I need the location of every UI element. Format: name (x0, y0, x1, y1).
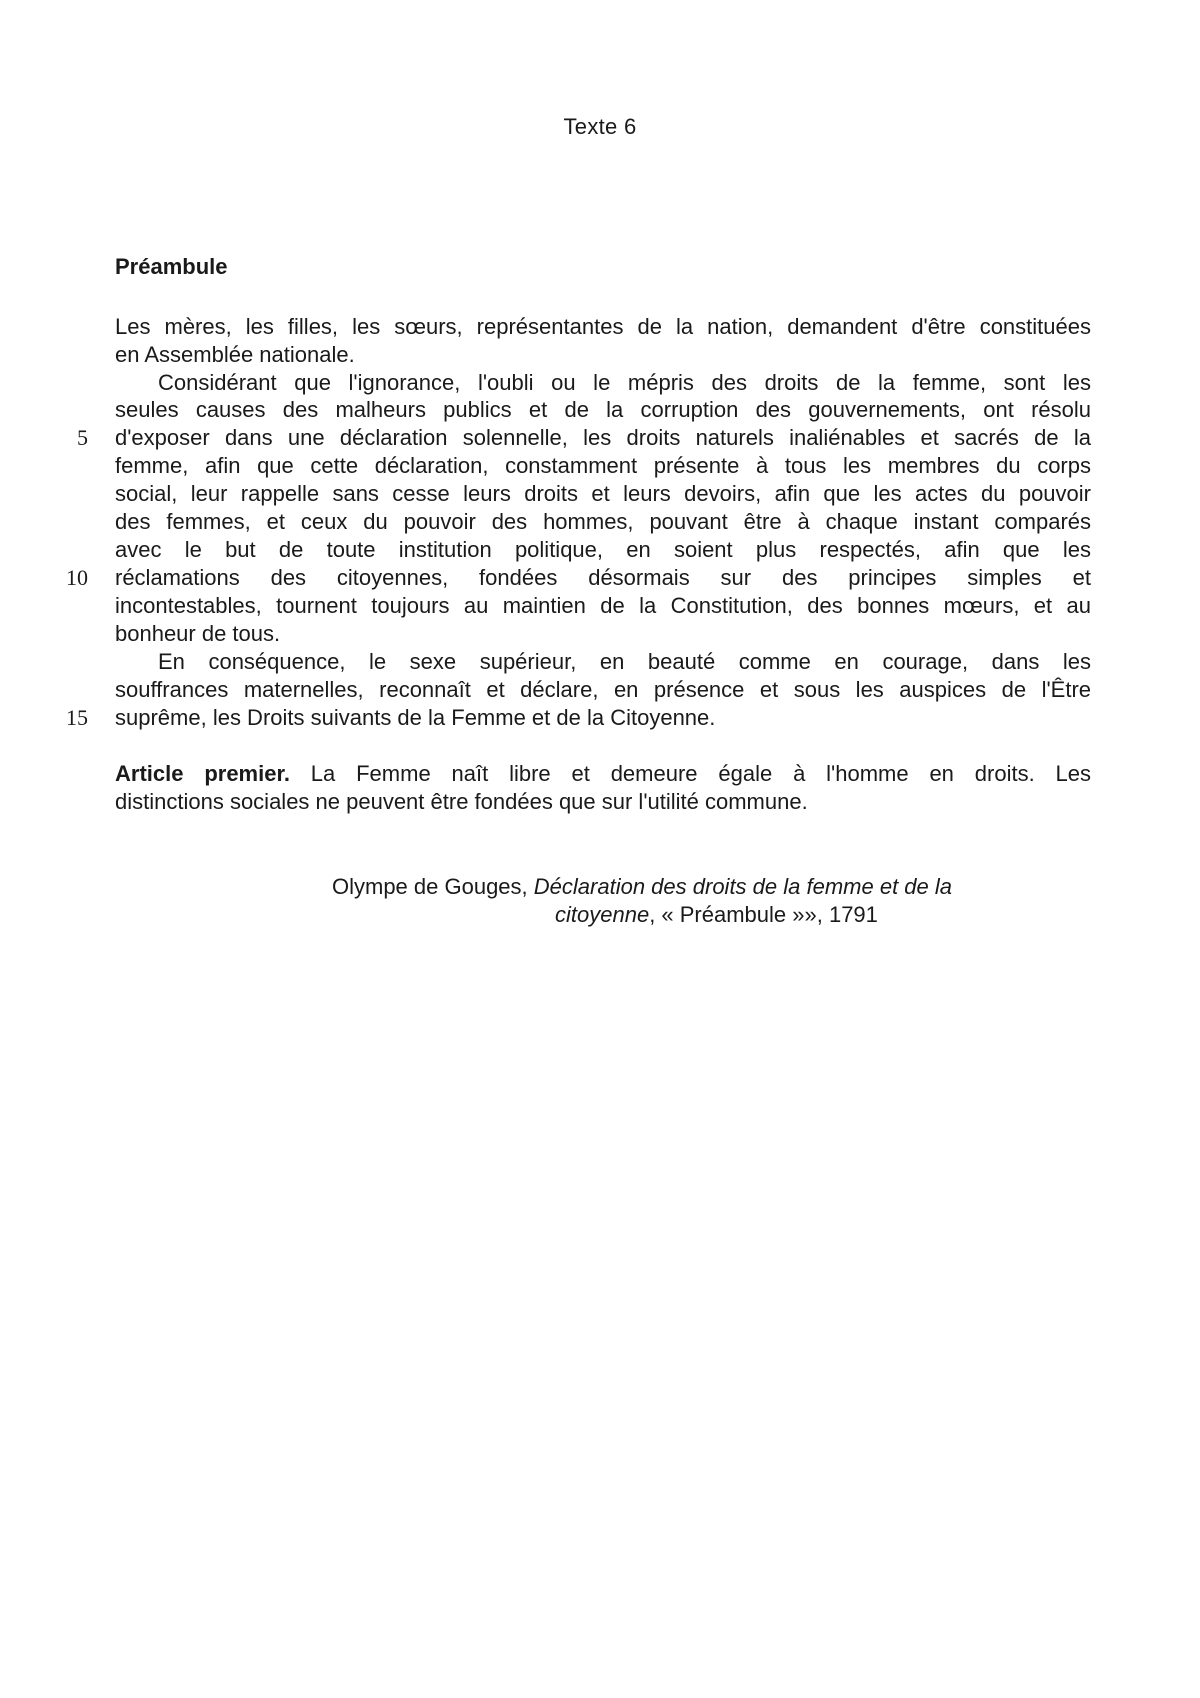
text-line: Les mères, les filles, les sœurs, représentantes de la nation, demandent d'être constituées (115, 314, 1091, 339)
page-title: Texte 6 (563, 114, 637, 139)
line-number: 10 (66, 565, 88, 590)
line-number: 5 (77, 425, 88, 450)
citation-title: Déclaration des droits de la femme et de la (533, 874, 952, 899)
line-number: 15 (66, 705, 88, 730)
text-line: social, leur rappelle sans cesse leurs droits et leurs devoirs, afin que les actes du pouvoir (115, 481, 1091, 506)
citation-line (332, 873, 952, 901)
citation-source: , « Préambule »», 1791 (649, 902, 878, 927)
section-heading: Préambule (115, 254, 228, 279)
article-line: distinctions sociales ne peuvent être fondées que sur l'utilité commune. (115, 789, 808, 814)
text-line: Considérant que l'ignorance, l'oubli ou le mépris des droits de la femme, sont les (158, 370, 1091, 395)
text-line: réclamations des citoyennes, fondées désormais sur des principes simples et (115, 565, 1091, 590)
text-line: souffrances maternelles, reconnaît et déclare, en présence et sous les auspices de l'Être (115, 677, 1091, 702)
citation-author: Olympe de Gouges, (332, 874, 534, 899)
text-line: en Assemblée nationale. (115, 342, 355, 367)
text-line: incontestables, tournent toujours au maintien de la Constitution, des bonnes mœurs, et au (115, 593, 1091, 618)
text-line: bonheur de tous. (115, 621, 281, 646)
citation-line (555, 901, 878, 929)
text-line: avec le but de toute institution politique, en soient plus respectés, afin que les (115, 537, 1091, 562)
article-label: Article premier. (115, 761, 290, 786)
text-line: suprême, les Droits suivants de la Femme et de la Citoyenne. (115, 705, 716, 730)
article-text: La Femme naît libre et demeure égale à l'homme en droits. Les (310, 761, 1092, 786)
text-line: des femmes, et ceux du pouvoir des hommes, pouvant être à chaque instant comparés (115, 509, 1091, 534)
text-line: d'exposer dans une déclaration solennelle, les droits naturels inaliénables et sacrés de la (115, 425, 1091, 450)
article-line (115, 760, 1091, 788)
text-line: femme, afin que cette déclaration, constamment présente à tous les membres du corps (115, 453, 1091, 478)
text-line: seules causes des malheurs publics et de la corruption des gouvernements, ont résolu (115, 397, 1091, 422)
text-line: En conséquence, le sexe supérieur, en beauté comme en courage, dans les (158, 649, 1091, 674)
citation-title: citoyenne (555, 902, 650, 927)
